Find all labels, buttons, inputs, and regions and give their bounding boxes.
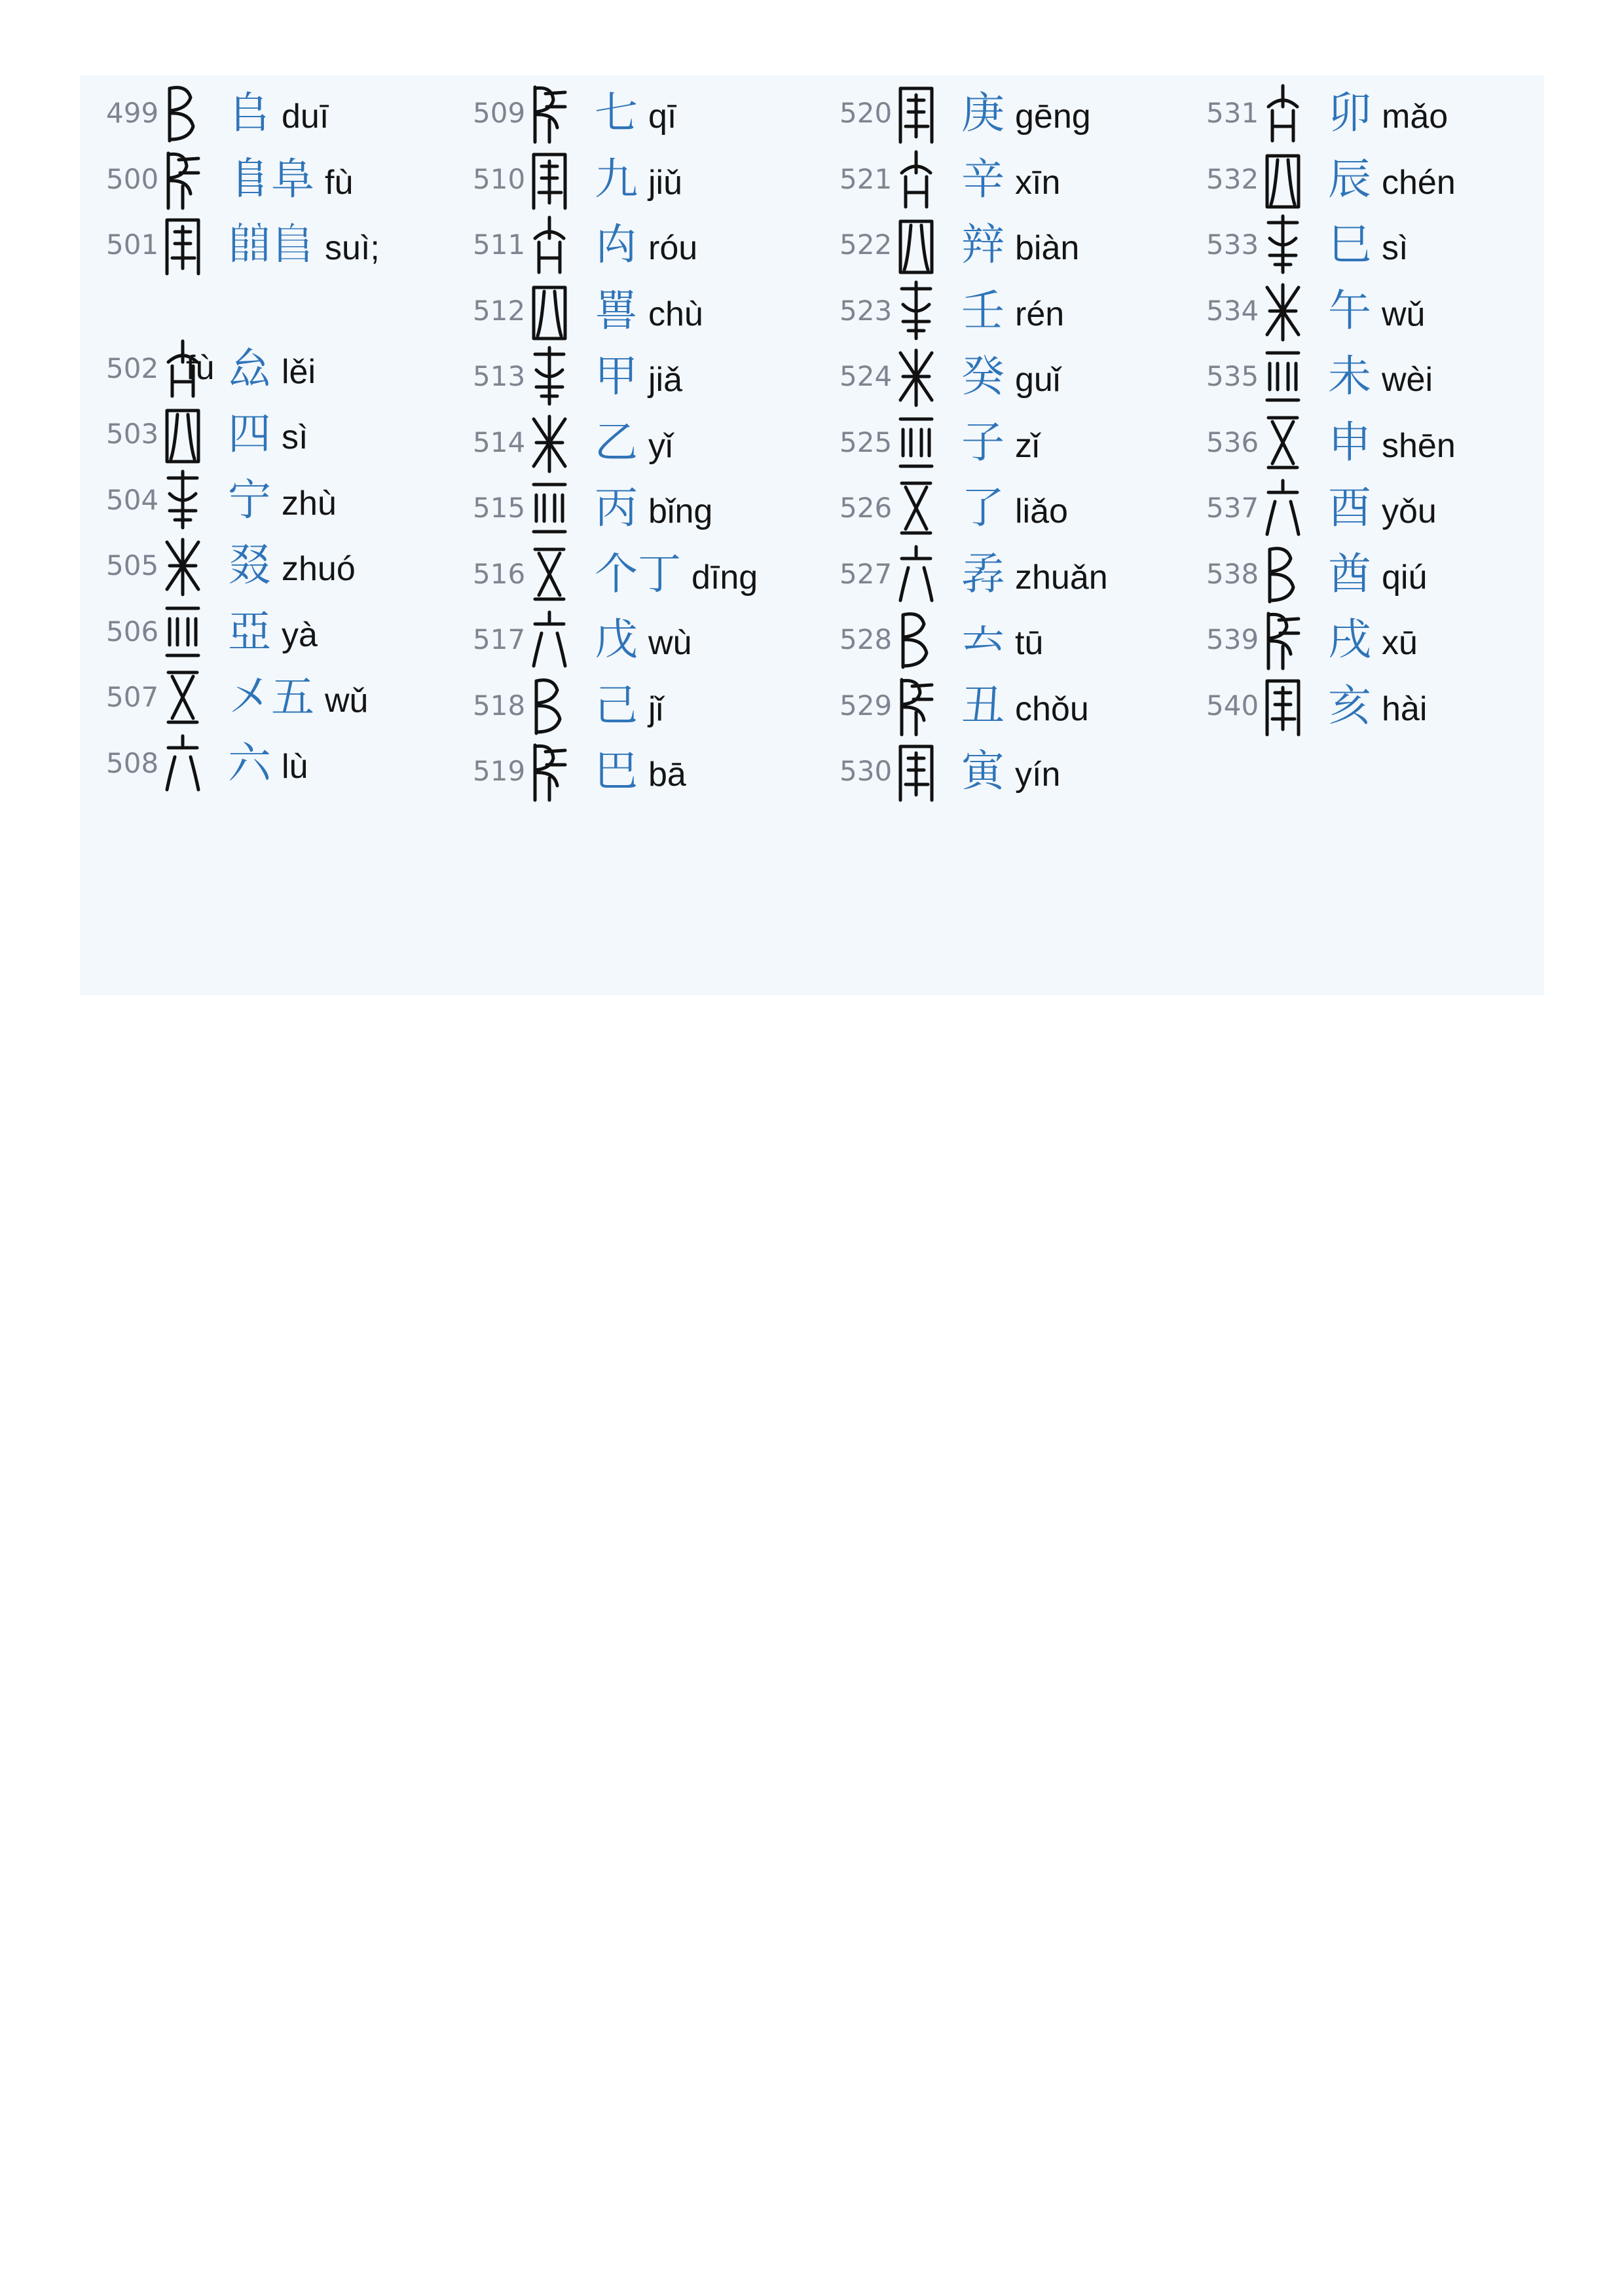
radical-number: 536 xyxy=(1206,426,1259,458)
radical-characters xyxy=(228,733,308,797)
radical-glyph: 卯 xyxy=(1328,88,1371,138)
radical-glyph: 𨸏阜 xyxy=(228,153,314,204)
radical-pinyin: zhuǎn xyxy=(1015,558,1108,597)
radical-number: 510 xyxy=(473,162,526,195)
radical-number: 505 xyxy=(106,549,159,581)
radical-characters xyxy=(1328,478,1437,542)
radical-glyph: 𨺅𨸏 xyxy=(228,219,314,270)
radical-glyph: 寅 xyxy=(961,746,1005,796)
radical-number: 516 xyxy=(473,557,526,590)
radical-number: 529 xyxy=(840,689,893,722)
radical-glyph: 巳 xyxy=(1328,219,1371,270)
seal-script-glyph xyxy=(893,81,939,146)
radical-glyph: 𠫓 xyxy=(961,614,1005,665)
radical-pinyin: jǐ xyxy=(648,689,664,728)
radical-number: 539 xyxy=(1206,623,1259,655)
radical-glyph: 辛 xyxy=(961,153,1005,204)
radical-glyph: 㐅五 xyxy=(228,672,314,722)
radical-number: 518 xyxy=(473,689,526,722)
radical-number: 500 xyxy=(106,162,159,195)
radical-number: 506 xyxy=(106,615,159,648)
radical-pinyin: hài xyxy=(1382,689,1428,728)
radical-glyph: 戌 xyxy=(1328,614,1371,665)
radical-characters xyxy=(961,346,1060,410)
radical-pinyin: liǎo xyxy=(1015,492,1068,530)
radical-pinyin: yín xyxy=(1015,756,1061,794)
radical-glyph: 己 xyxy=(595,680,638,731)
seal-script-glyph xyxy=(893,607,939,672)
radical-pinyin: rén xyxy=(1015,295,1065,333)
radical-pinyin: zhù xyxy=(282,484,337,523)
radical-pinyin: mǎo xyxy=(1382,98,1449,136)
radical-characters xyxy=(595,215,697,278)
radical-pinyin: guǐ xyxy=(1015,361,1061,399)
radical-characters xyxy=(1328,83,1448,147)
radical-number: 513 xyxy=(473,360,526,392)
radical-characters xyxy=(961,149,1060,213)
radical-glyph: 戊 xyxy=(595,614,638,665)
radical-glyph: 子 xyxy=(961,416,1005,468)
radical-number: 524 xyxy=(840,360,893,392)
radical-glyph: 丙 xyxy=(595,483,638,533)
radical-glyph: 𠂤 xyxy=(228,88,271,138)
radical-number: 527 xyxy=(840,557,893,590)
radical-characters xyxy=(228,602,318,665)
seal-script-glyph xyxy=(1260,475,1306,541)
radical-characters xyxy=(595,346,682,410)
radical-characters xyxy=(1328,676,1427,739)
seal-script-glyph xyxy=(893,673,939,739)
seal-script-glyph xyxy=(893,147,939,212)
radical-glyph: 酋 xyxy=(1328,548,1371,599)
seal-script-glyph xyxy=(160,731,206,796)
pinyin-continuation: fù xyxy=(186,349,215,387)
seal-script-glyph xyxy=(160,212,206,278)
radical-pinyin: suì; xyxy=(325,229,380,267)
radical-characters xyxy=(228,470,337,534)
radical-number: 521 xyxy=(840,162,893,195)
radical-number: 502 xyxy=(106,352,159,384)
radical-number: 531 xyxy=(1206,97,1259,129)
radical-number: 523 xyxy=(840,294,893,327)
seal-script-glyph xyxy=(893,278,939,344)
radical-characters xyxy=(961,215,1079,278)
radical-number: 525 xyxy=(840,426,893,458)
radical-pinyin: sì xyxy=(1382,229,1409,267)
radical-glyph: 辰 xyxy=(1328,153,1371,204)
seal-script-glyph xyxy=(893,542,939,607)
radical-number: 540 xyxy=(1206,689,1259,722)
radical-glyph: 巴 xyxy=(595,746,638,796)
seal-script-glyph xyxy=(526,475,572,541)
seal-script-glyph xyxy=(526,147,572,212)
radical-characters xyxy=(228,404,308,468)
radical-glyph: 辡 xyxy=(961,219,1005,270)
radical-pinyin: xū xyxy=(1382,624,1418,662)
radical-number: 533 xyxy=(1206,229,1259,261)
seal-script-glyph xyxy=(526,673,572,739)
seal-script-glyph xyxy=(893,475,939,541)
radical-characters xyxy=(1328,544,1427,608)
radical-glyph: 七 xyxy=(595,88,638,138)
radical-glyph: 乙 xyxy=(595,416,638,468)
radical-characters xyxy=(961,281,1064,344)
radical-characters xyxy=(1328,215,1408,278)
seal-script-glyph xyxy=(160,81,206,146)
seal-script-glyph xyxy=(1260,542,1306,607)
seal-script-glyph xyxy=(893,739,939,804)
radical-number: 507 xyxy=(106,681,159,713)
radical-pinyin: dīng xyxy=(692,558,758,597)
radical-characters xyxy=(961,478,1068,542)
seal-script-glyph xyxy=(893,344,939,409)
radical-characters xyxy=(961,610,1043,673)
radical-characters xyxy=(228,339,316,402)
radical-pinyin: fù xyxy=(325,163,354,202)
radical-glyph: 厽 xyxy=(228,342,271,394)
radical-number: 509 xyxy=(473,97,526,129)
radical-characters xyxy=(595,544,758,608)
radical-characters xyxy=(961,676,1089,739)
radical-characters xyxy=(595,281,703,344)
radical-glyph: 宁 xyxy=(228,474,271,525)
radical-pinyin: lù xyxy=(282,747,308,786)
radical-glyph: 亞 xyxy=(228,606,271,657)
seal-script-glyph xyxy=(526,607,572,672)
radical-pinyin: bā xyxy=(648,756,686,794)
radical-characters xyxy=(228,215,380,278)
radical-pinyin: chén xyxy=(1382,163,1456,202)
radical-glyph: 叕 xyxy=(228,540,271,591)
radical-number: 517 xyxy=(473,623,526,655)
radical-glyph: 甲 xyxy=(595,351,638,401)
radical-pinyin: duī xyxy=(282,98,329,136)
radical-glyph: 六 xyxy=(228,737,271,788)
radical-glyph: 孨 xyxy=(961,548,1005,599)
radical-glyph: 个丁 xyxy=(595,548,681,599)
radical-characters xyxy=(595,741,686,805)
radical-characters xyxy=(595,610,692,673)
radical-glyph: 癸 xyxy=(961,351,1005,401)
radical-characters xyxy=(961,413,1040,476)
radical-characters xyxy=(961,544,1108,608)
seal-script-glyph xyxy=(526,81,572,146)
radical-pinyin: wèi xyxy=(1382,361,1433,399)
radical-pinyin: bǐng xyxy=(648,492,713,530)
radical-number: 514 xyxy=(473,426,526,458)
radical-pinyin: zǐ xyxy=(1015,426,1040,465)
seal-script-glyph xyxy=(1260,607,1306,672)
radical-glyph: 四 xyxy=(228,409,271,459)
radical-pinyin: chǒu xyxy=(1015,689,1089,728)
radical-pinyin: yǒu xyxy=(1382,492,1437,530)
radical-number: 528 xyxy=(840,623,893,655)
radical-pinyin: jiǎ xyxy=(648,361,683,399)
seal-script-glyph xyxy=(1260,147,1306,212)
radical-glyph: 禸 xyxy=(595,219,638,270)
radical-number: 535 xyxy=(1206,360,1259,392)
radical-pinyin: róu xyxy=(648,229,698,267)
radical-pinyin: zhuó xyxy=(282,550,356,588)
seal-script-glyph xyxy=(526,344,572,409)
radical-glyph: 壬 xyxy=(961,285,1005,336)
radical-pinyin: shēn xyxy=(1382,426,1456,465)
radical-number: 526 xyxy=(840,492,893,524)
radical-number: 515 xyxy=(473,492,526,524)
radical-number: 530 xyxy=(840,755,893,787)
radical-number: 537 xyxy=(1206,492,1259,524)
radical-characters xyxy=(1328,610,1418,673)
radical-number: 538 xyxy=(1206,557,1259,590)
radical-characters xyxy=(228,667,368,731)
radical-glyph: 未 xyxy=(1328,351,1371,401)
radical-glyph: 申 xyxy=(1328,416,1371,468)
radical-number: 532 xyxy=(1206,162,1259,195)
seal-script-glyph xyxy=(1260,673,1306,739)
radical-number: 522 xyxy=(840,229,893,261)
radical-glyph: 了 xyxy=(961,483,1005,533)
radical-characters xyxy=(595,83,676,147)
radical-number: 520 xyxy=(840,97,893,129)
radical-pinyin: xīn xyxy=(1015,163,1061,202)
radical-pinyin: wǔ xyxy=(325,682,369,720)
seal-script-glyph xyxy=(160,599,206,665)
radical-characters xyxy=(228,149,353,213)
seal-script-glyph xyxy=(526,542,572,607)
seal-script-glyph xyxy=(526,212,572,278)
radical-pinyin: lěi xyxy=(282,352,316,391)
seal-script-glyph xyxy=(160,401,206,467)
seal-script-glyph xyxy=(160,468,206,533)
radical-pinyin: qiú xyxy=(1382,558,1428,597)
seal-script-glyph xyxy=(526,278,572,344)
radical-glyph: 丑 xyxy=(961,680,1005,731)
seal-script-glyph xyxy=(160,533,206,598)
radical-pinyin: wǔ xyxy=(1382,295,1426,333)
seal-script-glyph xyxy=(893,410,939,475)
radical-glyph: 酉 xyxy=(1328,483,1371,533)
radical-pinyin: sì xyxy=(282,418,308,456)
radical-number: 508 xyxy=(106,746,159,779)
seal-script-glyph xyxy=(160,665,206,730)
seal-script-glyph xyxy=(1260,410,1306,475)
radical-characters xyxy=(1328,149,1456,213)
radical-characters xyxy=(961,83,1091,147)
radical-characters xyxy=(961,741,1060,805)
radical-glyph: 庚 xyxy=(961,88,1005,138)
radical-number: 501 xyxy=(106,229,159,261)
radical-number: 511 xyxy=(473,229,526,261)
radical-number: 512 xyxy=(473,294,526,327)
radical-glyph: 午 xyxy=(1328,285,1371,336)
radical-characters xyxy=(1328,346,1433,410)
radical-glyph: 嘼 xyxy=(595,285,638,336)
radical-characters xyxy=(228,536,356,599)
seal-script-glyph xyxy=(1260,278,1306,344)
radical-pinyin: yǐ xyxy=(648,426,673,465)
radical-characters xyxy=(228,83,329,147)
radical-pinyin: chù xyxy=(648,295,703,333)
radical-pinyin: biàn xyxy=(1015,229,1080,267)
radical-glyph: 亥 xyxy=(1328,680,1371,731)
radical-pinyin: qī xyxy=(648,98,677,136)
radical-pinyin: jiǔ xyxy=(648,163,683,202)
radical-characters xyxy=(595,149,682,213)
radical-characters xyxy=(595,478,712,542)
seal-script-glyph xyxy=(1260,344,1306,409)
radical-characters xyxy=(595,676,663,739)
radical-table-panel xyxy=(80,75,1544,995)
radical-characters xyxy=(1328,413,1456,476)
radical-characters xyxy=(1328,281,1425,344)
seal-script-glyph xyxy=(526,410,572,475)
radical-number: 503 xyxy=(106,418,159,450)
radical-pinyin: tū xyxy=(1015,624,1044,662)
radical-number: 504 xyxy=(106,483,159,516)
radical-glyph: 九 xyxy=(595,153,638,204)
radical-number: 499 xyxy=(106,97,159,129)
radical-pinyin: wù xyxy=(648,624,692,662)
radical-number: 534 xyxy=(1206,294,1259,327)
seal-script-glyph xyxy=(1260,81,1306,146)
radical-pinyin: yà xyxy=(282,615,318,654)
seal-script-glyph xyxy=(526,739,572,804)
seal-script-glyph xyxy=(893,212,939,278)
radical-pinyin: gēng xyxy=(1015,98,1091,136)
seal-script-glyph xyxy=(160,147,206,212)
radical-characters xyxy=(595,413,673,476)
radical-number: 519 xyxy=(473,755,526,787)
seal-script-glyph xyxy=(1260,212,1306,278)
